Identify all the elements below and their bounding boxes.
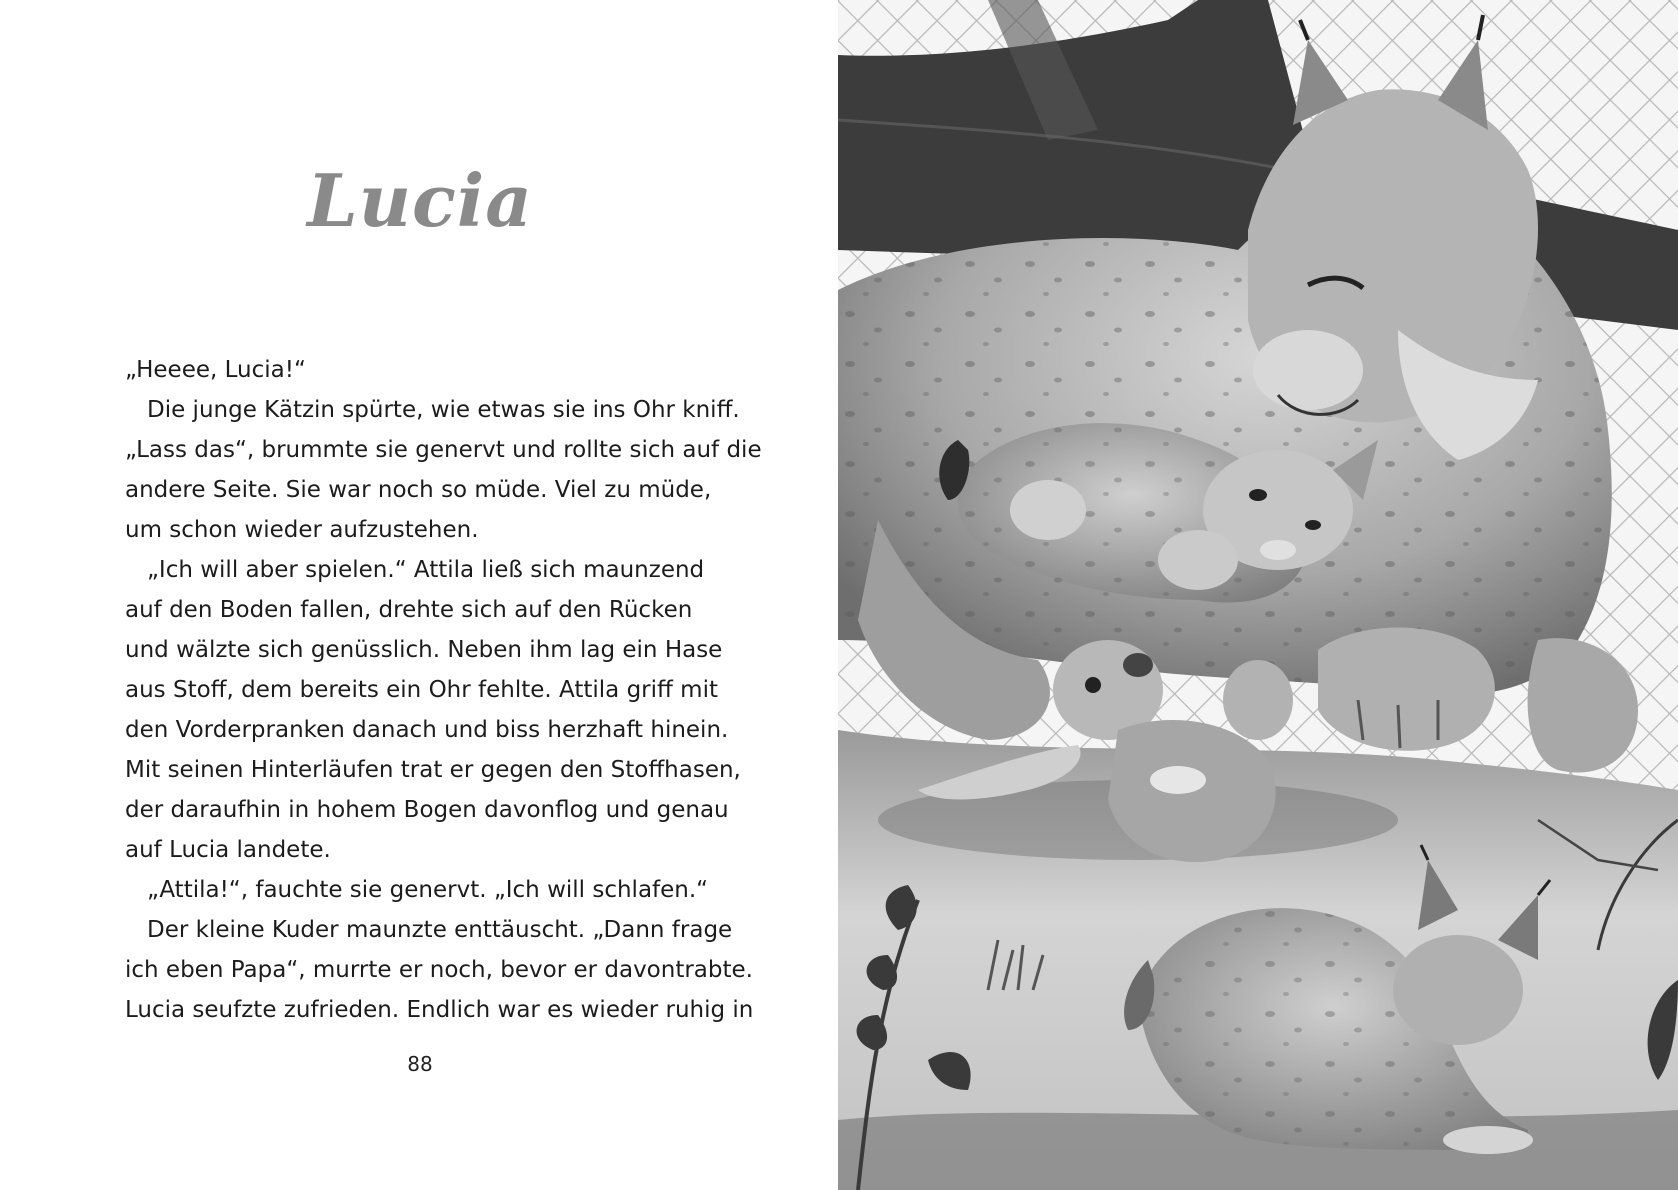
- text-line: Lucia seufzte zufrieden. Endlich war es wieder ruhig in: [125, 997, 754, 1023]
- mother-lynx-front-paw: [1318, 628, 1495, 751]
- chapter-title: Lucia: [307, 158, 533, 243]
- kitten-attila-paw: [1010, 480, 1086, 540]
- body-text: [125, 350, 762, 1030]
- text-line: ich eben Papa“, murrte er noch, bevor er davontrabte.: [125, 957, 753, 983]
- lynx-family-illustration: [838, 0, 1678, 1190]
- page-number: 88: [407, 1052, 433, 1076]
- text-line: aus Stoff, dem bereits ein Ohr fehlte. Attila griff mit: [125, 677, 718, 703]
- text-line: „Attila!“, fauchte sie genervt. „Ich will schlafen.“: [147, 877, 709, 903]
- text-line: der daraufhin in hohem Bogen davonflog und genau: [125, 797, 729, 823]
- text-line: „Lass das“, brummte sie genervt und rollte sich auf die: [125, 437, 762, 463]
- illustration-canvas: [838, 0, 1678, 1190]
- text-line: „Heeee, Lucia!“: [125, 357, 306, 383]
- text-line: Der kleine Kuder maunzte enttäuscht. „Dann frage: [147, 917, 733, 943]
- text-line: und wälzte sich genüsslich. Neben ihm lag ein Hase: [125, 637, 723, 663]
- text-line: auf Lucia landete.: [125, 837, 331, 863]
- text-line: „Ich will aber spielen.“ Attila ließ sich maunzend: [147, 557, 705, 583]
- text-line: um schon wieder aufzustehen.: [125, 517, 479, 543]
- text-line: Mit seinen Hinterläufen trat er gegen den Stoffhasen,: [125, 757, 741, 783]
- text-line: auf den Boden fallen, drehte sich auf den Rücken: [125, 597, 693, 623]
- text-line: den Vorderpranken danach und biss herzhaft hinein.: [125, 717, 729, 743]
- text-line: Die junge Kätzin spürte, wie etwas sie ins Ohr kniff.: [147, 397, 740, 423]
- text-line: andere Seite. Sie war noch so müde. Viel zu müde,: [125, 477, 712, 503]
